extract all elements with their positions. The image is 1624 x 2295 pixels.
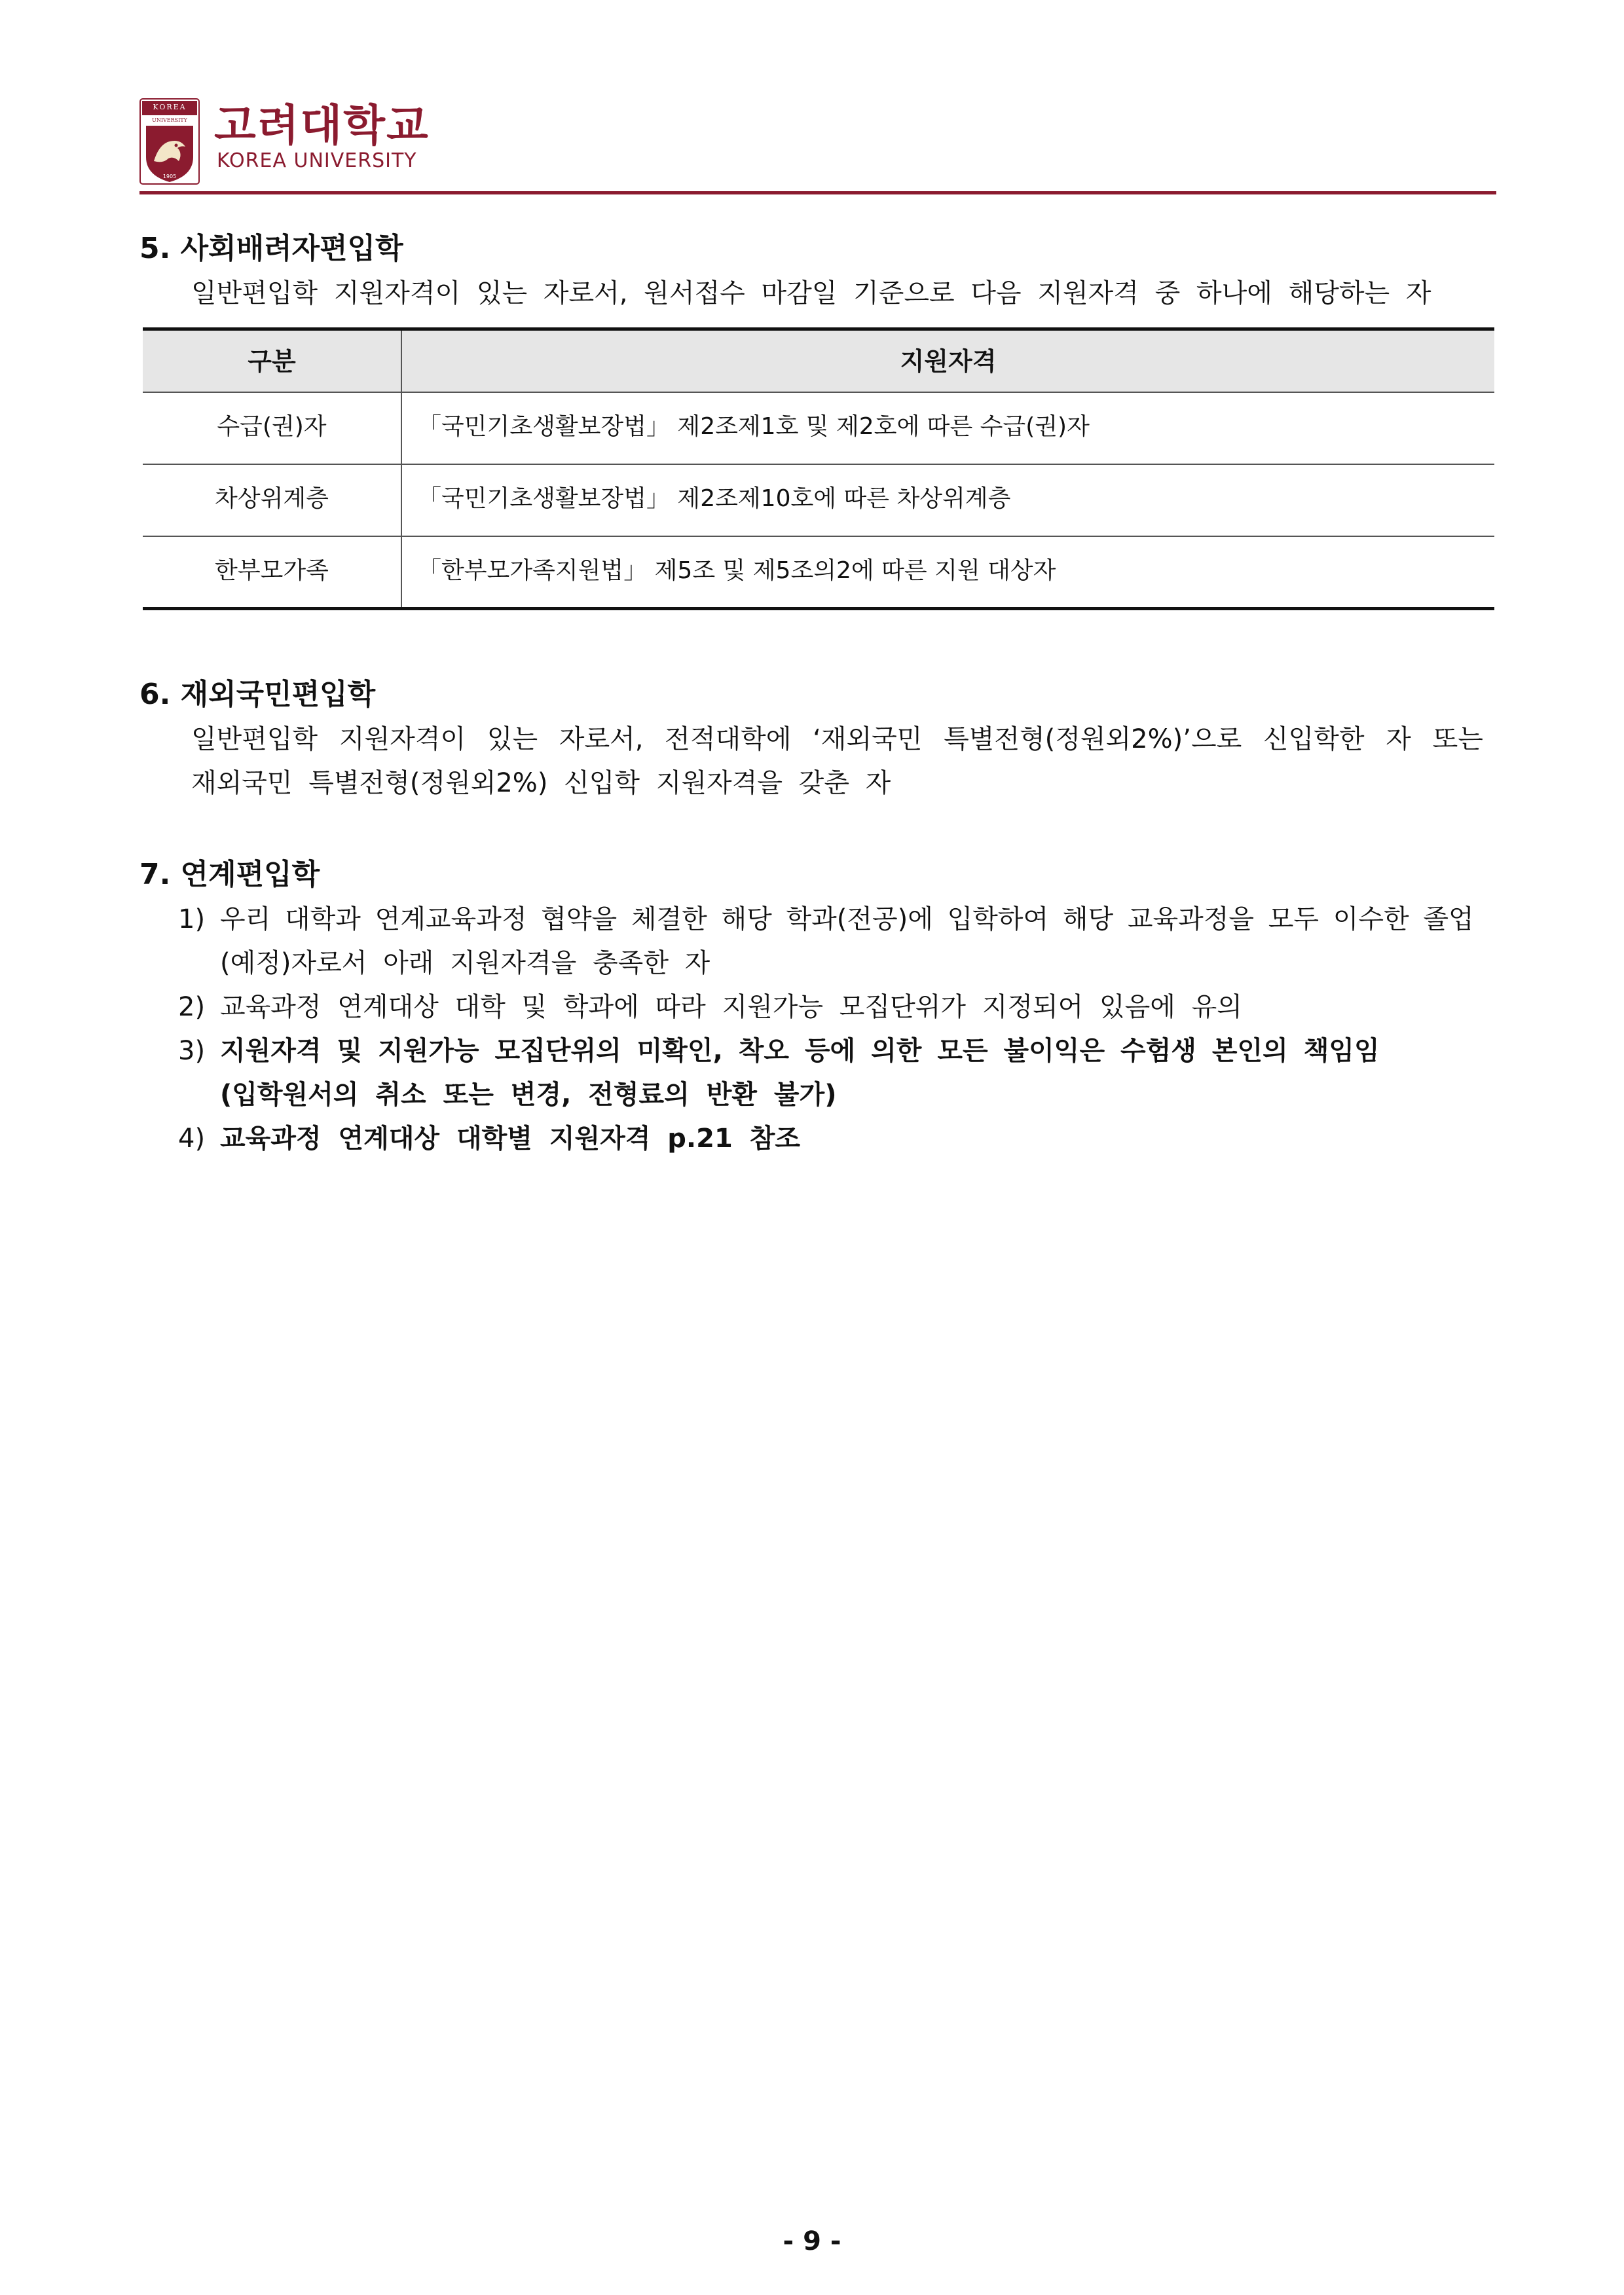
table-cell-category: 수급(권)자 xyxy=(217,413,327,440)
university-name-korean: 고려대학교 xyxy=(214,100,430,151)
list-item-number: 2) xyxy=(178,992,206,1022)
table-bottom-rule xyxy=(143,607,1494,610)
table-cell-qualification: 「국민기초생활보장법」 제2조제10호에 따른 차상위계층 xyxy=(418,485,1011,512)
svg-text:1905: 1905 xyxy=(162,174,177,179)
list-item-text: (입학원서의 취소 또는 변경, 전형료의 반환 불가) xyxy=(220,1080,837,1110)
table-cell-category: 한부모가족 xyxy=(215,557,329,584)
page-header xyxy=(139,98,1495,196)
list-item-text: 교육과정 연계대상 대학별 지원자격 p.21 참조 xyxy=(220,1124,801,1154)
table-top-rule xyxy=(143,327,1494,331)
eligibility-table xyxy=(143,327,1494,610)
list-item-text: (예정)자로서 아래 지원자격을 충족한 자 xyxy=(220,948,710,978)
section-5-title: 5. 사회배려자편입학 xyxy=(139,232,403,265)
list-item-text: 교육과정 연계대상 대학 및 학과에 따라 지원가능 모집단위가 지정되어 있음에 유의 xyxy=(220,992,1242,1022)
university-name-english: KOREA UNIVERSITY xyxy=(217,149,417,172)
page-number: - 9 - xyxy=(783,2226,841,2256)
list-item-number: 4) xyxy=(178,1124,206,1154)
table-header-category: 구분 xyxy=(248,347,296,376)
list-item-text: 우리 대학과 연계교육과정 협약을 체결한 해당 학과(전공)에 입학하여 해당 교육과정을 모두 이수한 졸업 xyxy=(220,904,1474,934)
table-row-divider xyxy=(143,392,1494,393)
header-divider xyxy=(139,191,1496,194)
section-6-title: 6. 재외국민편입학 xyxy=(139,678,376,711)
university-crest-logo xyxy=(139,98,200,185)
table-cell-qualification: 「국민기초생활보장법」 제2조제1호 및 제2호에 따른 수급(권)자 xyxy=(418,413,1090,440)
svg-text:KOREA: KOREA xyxy=(153,103,187,111)
table-cell-qualification: 「한부모가족지원법」 제5조 및 제5조의2에 따른 지원 대상자 xyxy=(418,557,1056,584)
svg-text:UNIVERSITY: UNIVERSITY xyxy=(152,117,187,123)
table-row-divider xyxy=(143,536,1494,537)
list-item-text: 지원자격 및 지원가능 모집단위의 미확인, 착오 등에 의한 모든 불이익은 수험생 본인의 책임임 xyxy=(220,1036,1380,1066)
list-item-number: 1) xyxy=(178,904,206,934)
section-6-text-line: 일반편입학 지원자격이 있는 자로서, 전적대학에 ‘재외국민 특별전형(정원외2%)’으로 신입학한 자 또는 xyxy=(191,724,1483,754)
list-item-number: 3) xyxy=(178,1036,206,1066)
section-5-intro: 일반편입학 지원자격이 있는 자로서, 원서접수 마감일 기준으로 다음 지원자격 중 하나에 해당하는 자 xyxy=(191,278,1431,308)
section-6-text-line: 재외국민 특별전형(정원외2%) 신입학 지원자격을 갖춘 자 xyxy=(191,768,891,798)
table-header-qualification: 지원자격 xyxy=(900,347,997,376)
table-cell-category: 차상위계층 xyxy=(215,485,329,512)
table-row-divider xyxy=(143,464,1494,465)
section-7-title: 7. 연계편입학 xyxy=(139,858,320,891)
